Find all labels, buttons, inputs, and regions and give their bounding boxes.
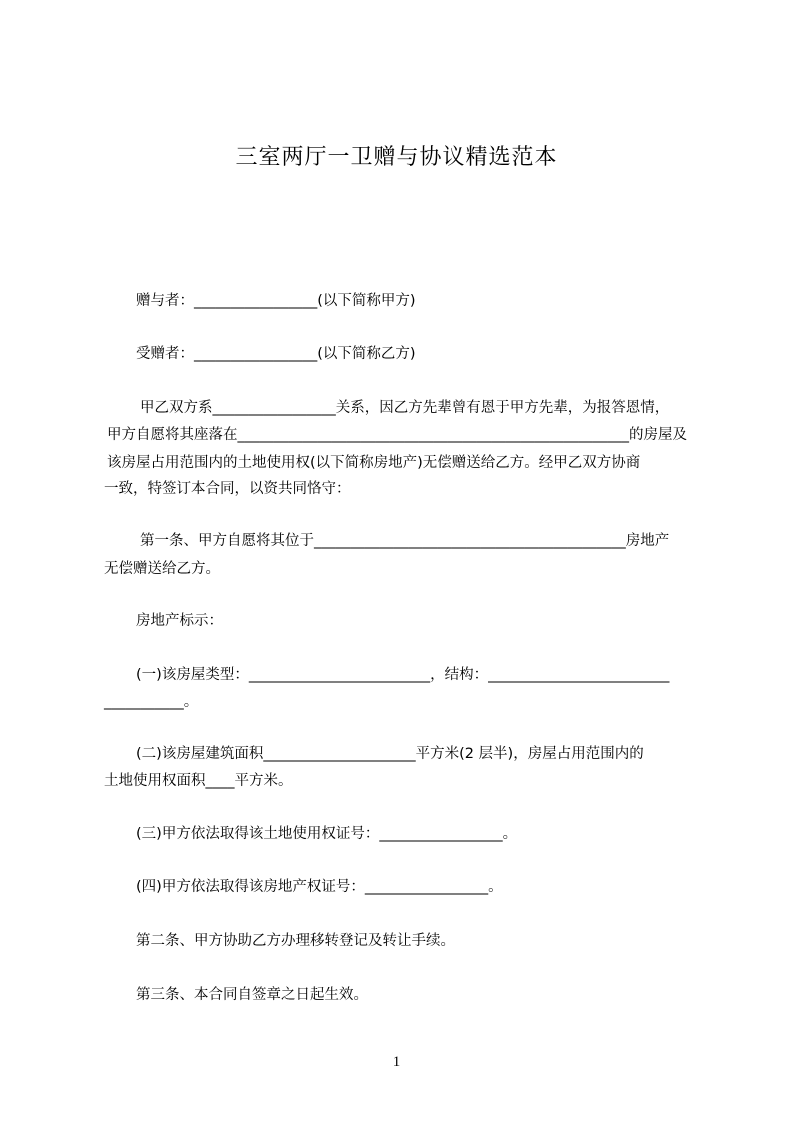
item-2-line-1: (二)该房屋建筑面积_____________________平方米(2 层半)，房屋占用范围内的: [136, 746, 644, 762]
item-4-line: (四)甲方依法取得该房地产权证号：_________________。: [136, 879, 503, 895]
article-3-line: 第三条、本合同自签章之日起生效。: [136, 987, 368, 1003]
recipient-line: 受赠者：_________________(以下简称乙方): [136, 346, 416, 362]
item-1-line-2: ___________。: [104, 694, 199, 710]
document-title: 三室两厅一卫赠与协议精选范本: [235, 145, 558, 170]
item-3-line: (三)甲方依法取得该土地使用权证号：_________________。: [136, 826, 518, 842]
article-1-line-1: 第一条、甲方自愿将其位于___________________________________________房地产: [140, 533, 670, 549]
preamble-line-1: 甲乙双方系_________________关系，因乙方先辈曾有恩于甲方先辈，为报答恩情，: [140, 400, 670, 416]
preamble-line-4: 一致，特签订本合同，以资共同恪守：: [104, 481, 351, 497]
preamble-line-3: 该房屋占用范围内的土地使用权(以下简称房地产)无偿赠送给乙方。经甲乙双方协商: [107, 455, 641, 471]
page-number: 1: [392, 1054, 401, 1070]
article-2-line: 第二条、甲方协助乙方办理移转登记及转让手续。: [136, 933, 455, 949]
property-heading: 房地产标示：: [136, 613, 223, 629]
preamble-line-2: 甲方自愿将其座落在______________________________________________________的房屋及: [107, 427, 687, 443]
donor-line: 赠与者：_________________(以下简称甲方): [136, 293, 416, 309]
item-2-line-2: 土地使用权面积____平方米。: [104, 773, 293, 789]
item-1-line-1: (一)该房屋类型：_________________________，结构：_________________________: [136, 667, 670, 683]
article-1-line-2: 无偿赠送给乙方。: [104, 561, 220, 577]
